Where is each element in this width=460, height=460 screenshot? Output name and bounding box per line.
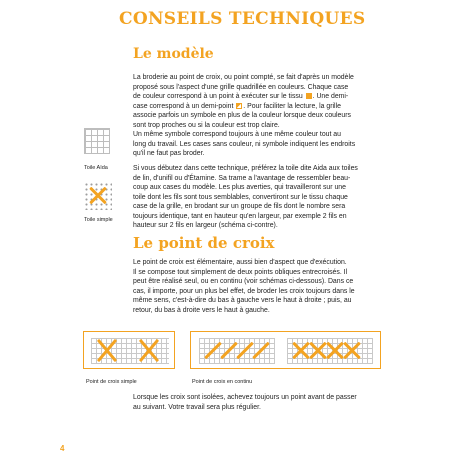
stitch-mark [252, 342, 270, 360]
full-square-icon [306, 93, 312, 99]
page-title: CONSEILS TECHNIQUES [119, 9, 366, 29]
stitch-grid-continu-1 [199, 338, 275, 364]
stitch-grid-continu-2 [287, 338, 373, 364]
page-number: 4 [60, 444, 65, 453]
diagram-frame-continu [190, 331, 381, 369]
stitch-grid-simple [91, 338, 169, 364]
aida-fabric-diagram [84, 128, 110, 154]
diagram-frame-simple [83, 331, 175, 369]
paragraph-point-de-croix: Le point de croix est élémentaire, aussi bien d'aspect que d'exécution. Il se compose tout simplement de deux points obliques entrecroisés. Il peut être réalisé seul, ou en continu (voir schémas ci-dessous). Dans ce cas, il importe, pour un plus bel effet, de broder les croix toujours dans le même sens, c'est-à-dire du bas à gauche vers le haut à droite ; puis, au retour, du bas à droite vers le haut à gauche. [133, 259, 355, 314]
paragraph-toile: Si vous débutez dans cette technique, préférez la toile dite Aida aux toiles de lin, d'unifil ou d'Étamine. Sa trame a l'avantage de ressembler beau- coup aux cases du modèle. Les plus averties, qui travailleront sur une toile dont les fils sont tous semblables, convertiront sur le tissu chaque case de la grille, en brodant sur un groupe de fils dont le nombre sera toujours identique, tant en hauteur qu'en largeur, par exemple 2 fils en hauteur sur 2 fils en largeur (schéma ci-contre). [133, 165, 358, 230]
caption-point-continu: Point de croix en continu [192, 379, 253, 385]
section-heading-modele: Le modèle [133, 46, 214, 62]
section-heading-point-de-croix: Le point de croix [133, 234, 275, 252]
caption-toile-aida: Toile Aïda [84, 165, 108, 171]
paragraph-modele-intro: La broderie au point de croix, ou point compté, se fait d'après un modèle proposé sous l'aspect d'une grille quadrillée en couleurs. Chaque case de couleur correspond à un point à exécuter sur le tissu . Une demi- case correspond à un demi-point . Pour faciliter la lecture, la grille associe parfois un symbole en plus de la couleur lorsque deux couleurs sont trop proches ou si la couleur est trop claire. Un même symbole correspond toujours à une même couleur tout au long du travail. Les cases sans couleur, ni symbole indiquent les endroits qu'il ne faut pas broder. [133, 74, 356, 158]
caption-point-simple: Point de croix simple [86, 379, 137, 385]
caption-toile-simple: Toile simple [84, 217, 113, 223]
simple-fabric-diagram [84, 182, 112, 210]
paragraph-croix-isolees: Lorsque les croix sont isolées, achevez toujours un point avant de passer au suivant. Votre travail sera plus régulier. [133, 394, 357, 411]
half-square-icon [236, 103, 242, 109]
